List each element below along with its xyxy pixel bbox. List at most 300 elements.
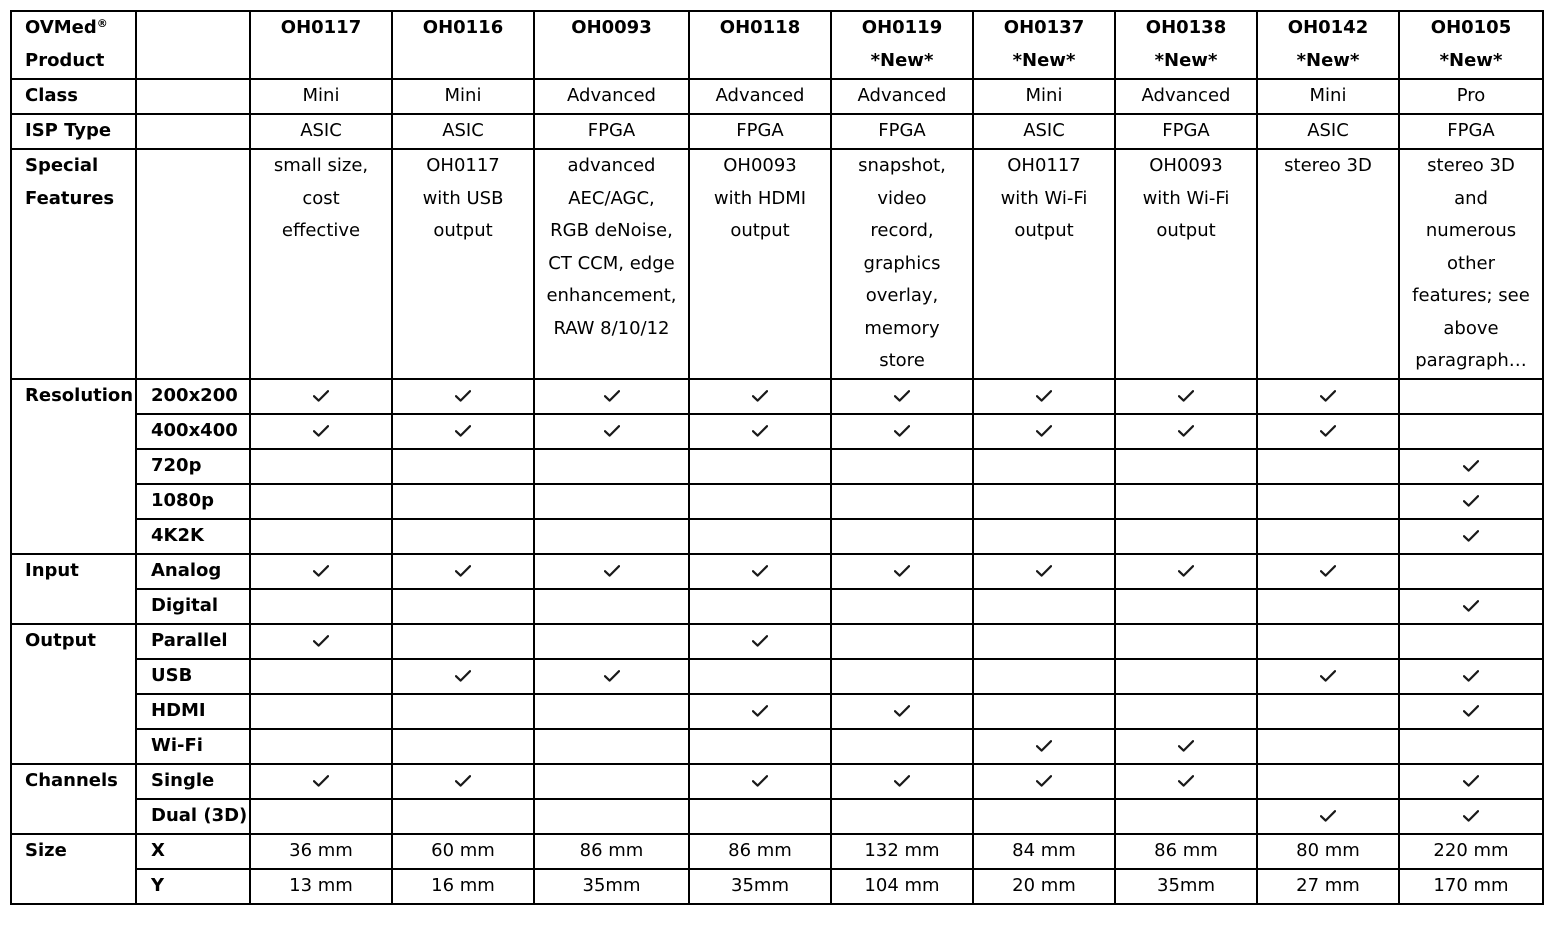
- size-row: [11, 869, 1543, 904]
- sub-label: Wi-Fi: [136, 729, 250, 764]
- feature-line: other: [1447, 252, 1495, 274]
- row-label: Class: [11, 79, 136, 114]
- check-cell: [689, 589, 831, 624]
- feature-line: CT CCM, edge: [548, 252, 675, 274]
- isp-type-value: FPGA: [1399, 114, 1543, 149]
- check-cell: [534, 484, 689, 519]
- spec-row: [11, 484, 1543, 519]
- feature-line: effective: [281, 220, 361, 241]
- checkmark-icon: [1463, 670, 1479, 682]
- feature-line: graphics: [863, 252, 941, 274]
- check-cell: [831, 694, 973, 729]
- feature-text: [832, 150, 972, 378]
- check-cell: [1399, 449, 1543, 484]
- spec-row: [11, 624, 1543, 659]
- check-cell: [973, 694, 1115, 729]
- feature-line: OH0093: [723, 155, 797, 176]
- group-label: Output: [11, 624, 136, 659]
- registered-mark: ®: [96, 17, 108, 30]
- check-cell: [392, 694, 534, 729]
- class-value: Advanced: [1115, 79, 1257, 114]
- size-row: [11, 834, 1543, 869]
- product-tag: *New*: [1439, 49, 1503, 71]
- sub-label: 200x200: [136, 379, 250, 414]
- feature-line: OH0117: [426, 155, 500, 176]
- spec-row: [11, 764, 1543, 799]
- check-cell: [1399, 414, 1543, 449]
- header-spacer: [136, 11, 250, 79]
- spec-row: [11, 554, 1543, 589]
- feature-value: [250, 149, 392, 379]
- feature-line: features; see: [1412, 285, 1530, 306]
- feature-line: stereo 3D: [1427, 155, 1515, 176]
- check-cell: [689, 414, 831, 449]
- size-value: 20 mm: [973, 869, 1115, 904]
- checkmark-icon: [752, 775, 768, 787]
- group-label: [11, 484, 136, 519]
- check-cell: [534, 799, 689, 834]
- sub-label: HDMI: [136, 694, 250, 729]
- feature-text: [1116, 150, 1256, 248]
- check-cell: [1257, 484, 1399, 519]
- check-cell: [392, 414, 534, 449]
- feature-line: video: [877, 187, 927, 209]
- check-cell: [1257, 729, 1399, 764]
- checkmark-icon: [1036, 775, 1052, 787]
- group-label: [11, 729, 136, 764]
- checkmark-icon: [1463, 810, 1479, 822]
- check-cell: [534, 589, 689, 624]
- check-cell: [1399, 379, 1543, 414]
- feature-value: [831, 149, 973, 379]
- check-cell: [973, 519, 1115, 554]
- checkmark-icon: [1036, 565, 1052, 577]
- checkmark-icon: [1463, 775, 1479, 787]
- sub-label: 720p: [136, 449, 250, 484]
- check-cell: [250, 694, 392, 729]
- product-code: OH0142: [1287, 17, 1369, 38]
- checkmark-icon: [894, 390, 910, 402]
- spec-row: [11, 729, 1543, 764]
- checkmark-icon: [1178, 565, 1194, 577]
- product-code: OH0138: [1145, 17, 1227, 38]
- isp-type-value: FPGA: [1115, 114, 1257, 149]
- check-cell: [392, 624, 534, 659]
- feature-line: record,: [870, 220, 934, 241]
- check-cell: [250, 799, 392, 834]
- special-features-row: [11, 149, 1543, 379]
- size-value: 35mm: [534, 869, 689, 904]
- check-cell: [831, 484, 973, 519]
- check-cell: [250, 729, 392, 764]
- check-cell: [250, 379, 392, 414]
- feature-line: AEC/AGC,: [568, 187, 655, 209]
- check-cell: [392, 554, 534, 589]
- checkmark-icon: [604, 390, 620, 402]
- sub-label: 1080p: [136, 484, 250, 519]
- checkmark-icon: [1463, 530, 1479, 542]
- check-cell: [831, 659, 973, 694]
- checkmark-icon: [313, 565, 329, 577]
- size-value: 80 mm: [1257, 834, 1399, 869]
- checkmark-icon: [1178, 740, 1194, 752]
- feature-line: advanced: [567, 155, 656, 176]
- checkmark-icon: [752, 635, 768, 647]
- check-cell: [392, 379, 534, 414]
- product-code: OH0105: [1430, 17, 1512, 38]
- check-cell: [534, 729, 689, 764]
- checkmark-icon: [604, 670, 620, 682]
- check-cell: [689, 624, 831, 659]
- feature-line: enhancement,: [546, 285, 677, 306]
- feature-line: numerous: [1425, 220, 1517, 241]
- check-cell: [1399, 589, 1543, 624]
- spec-row: [11, 379, 1543, 414]
- check-cell: [973, 799, 1115, 834]
- size-value: 27 mm: [1257, 869, 1399, 904]
- checkmark-icon: [1463, 460, 1479, 472]
- sub-label: Single: [136, 764, 250, 799]
- checkmark-icon: [313, 775, 329, 787]
- check-cell: [534, 449, 689, 484]
- check-cell: [973, 729, 1115, 764]
- feature-value: [392, 149, 534, 379]
- class-value: Mini: [250, 79, 392, 114]
- check-cell: [1399, 659, 1543, 694]
- checkmark-icon: [1178, 775, 1194, 787]
- check-cell: [1257, 764, 1399, 799]
- check-cell: [1257, 554, 1399, 589]
- class-value: Advanced: [689, 79, 831, 114]
- size-value: 104 mm: [831, 869, 973, 904]
- checkmark-icon: [1036, 390, 1052, 402]
- check-cell: [250, 449, 392, 484]
- size-value: 170 mm: [1399, 869, 1543, 904]
- check-cell: [1115, 449, 1257, 484]
- check-cell: [1257, 379, 1399, 414]
- check-cell: [392, 449, 534, 484]
- feature-value: [1399, 149, 1543, 379]
- sub-label: Dual (3D): [136, 799, 250, 834]
- check-cell: [1115, 729, 1257, 764]
- checkmark-icon: [894, 565, 910, 577]
- check-cell: [1257, 414, 1399, 449]
- check-cell: [689, 764, 831, 799]
- check-cell: [1257, 519, 1399, 554]
- check-cell: [689, 484, 831, 519]
- check-cell: [1115, 519, 1257, 554]
- product-comparison-table: [10, 10, 1544, 905]
- check-cell: [392, 589, 534, 624]
- spec-row: [11, 519, 1543, 554]
- header-row: [11, 11, 1543, 79]
- size-value: 132 mm: [831, 834, 973, 869]
- check-cell: [831, 729, 973, 764]
- check-cell: [831, 414, 973, 449]
- checkmark-icon: [1463, 705, 1479, 717]
- checkmark-icon: [455, 670, 471, 682]
- feature-line: small size,: [273, 155, 369, 176]
- product-tag: *New*: [870, 49, 934, 71]
- feature-line: RAW 8/10/12: [553, 317, 670, 339]
- class-value: Mini: [1257, 79, 1399, 114]
- check-cell: [973, 624, 1115, 659]
- feature-line: with HDMI: [713, 187, 807, 209]
- check-cell: [250, 764, 392, 799]
- row-label: ISP Type: [11, 114, 136, 149]
- feature-line: snapshot,: [858, 155, 946, 176]
- size-value: 84 mm: [973, 834, 1115, 869]
- checkmark-icon: [604, 565, 620, 577]
- class-value: Advanced: [534, 79, 689, 114]
- product-header-8: [1399, 11, 1543, 79]
- feature-line: output: [1156, 220, 1216, 241]
- product-header-1: [392, 11, 534, 79]
- feature-line: memory: [864, 317, 940, 339]
- check-cell: [1399, 694, 1543, 729]
- check-cell: [1115, 484, 1257, 519]
- check-cell: [1115, 379, 1257, 414]
- feature-value: [534, 149, 689, 379]
- table-body: [11, 11, 1543, 904]
- feature-line: output: [1014, 220, 1074, 241]
- group-label: Size: [11, 834, 136, 869]
- check-cell: [1399, 764, 1543, 799]
- feature-text: [535, 150, 688, 345]
- feature-line: cost: [302, 187, 340, 209]
- check-cell: [689, 694, 831, 729]
- class-value: Mini: [973, 79, 1115, 114]
- check-cell: [689, 379, 831, 414]
- check-cell: [1399, 624, 1543, 659]
- check-cell: [831, 379, 973, 414]
- check-cell: [831, 799, 973, 834]
- product-word: Product: [25, 49, 105, 71]
- check-cell: [250, 624, 392, 659]
- check-cell: [689, 449, 831, 484]
- feature-text: [1258, 150, 1398, 183]
- check-cell: [973, 484, 1115, 519]
- isp-type-value: FPGA: [689, 114, 831, 149]
- product-code: OH0137: [1003, 17, 1085, 38]
- check-cell: [831, 589, 973, 624]
- feature-line: and: [1454, 187, 1488, 209]
- check-cell: [973, 764, 1115, 799]
- group-label: [11, 694, 136, 729]
- sub-label: Digital: [136, 589, 250, 624]
- check-cell: [534, 379, 689, 414]
- isp-type-value: ASIC: [392, 114, 534, 149]
- group-label: [11, 659, 136, 694]
- check-cell: [534, 694, 689, 729]
- feature-text: [690, 150, 830, 248]
- check-cell: [250, 414, 392, 449]
- sub-label: Parallel: [136, 624, 250, 659]
- feature-line: OH0093: [1149, 155, 1223, 176]
- product-header-2: [534, 11, 689, 79]
- product-header-3: [689, 11, 831, 79]
- size-value: 35mm: [689, 869, 831, 904]
- check-cell: [831, 554, 973, 589]
- feature-line: overlay,: [865, 285, 939, 306]
- checkmark-icon: [1320, 670, 1336, 682]
- check-cell: [250, 484, 392, 519]
- check-cell: [1257, 449, 1399, 484]
- check-cell: [831, 624, 973, 659]
- check-cell: [689, 554, 831, 589]
- checkmark-icon: [1320, 390, 1336, 402]
- check-cell: [1115, 764, 1257, 799]
- check-cell: [1399, 729, 1543, 764]
- class-value: Pro: [1399, 79, 1543, 114]
- check-cell: [392, 729, 534, 764]
- check-cell: [392, 659, 534, 694]
- product-header-label: [11, 11, 136, 79]
- checkmark-icon: [313, 390, 329, 402]
- check-cell: [973, 659, 1115, 694]
- check-cell: [534, 624, 689, 659]
- class-value: Mini: [392, 79, 534, 114]
- isp-type-value: ASIC: [250, 114, 392, 149]
- checkmark-icon: [1320, 810, 1336, 822]
- product-header-4: [831, 11, 973, 79]
- check-cell: [534, 764, 689, 799]
- check-cell: [1257, 659, 1399, 694]
- check-cell: [973, 554, 1115, 589]
- sub-label: 400x400: [136, 414, 250, 449]
- checkmark-icon: [752, 425, 768, 437]
- group-label: [11, 449, 136, 484]
- check-cell: [250, 659, 392, 694]
- checkmark-icon: [455, 565, 471, 577]
- sub-label: X: [136, 834, 250, 869]
- group-label: Input: [11, 554, 136, 589]
- check-cell: [534, 659, 689, 694]
- feature-value: [973, 149, 1115, 379]
- product-tag: *New*: [1012, 49, 1076, 71]
- check-cell: [689, 799, 831, 834]
- checkmark-icon: [1320, 425, 1336, 437]
- check-cell: [1257, 799, 1399, 834]
- feature-line: output: [730, 220, 790, 241]
- check-cell: [392, 519, 534, 554]
- checkmark-icon: [752, 565, 768, 577]
- sub-label: USB: [136, 659, 250, 694]
- checkmark-icon: [313, 635, 329, 647]
- sub-label: Y: [136, 869, 250, 904]
- checkmark-icon: [1463, 600, 1479, 612]
- product-tag: *New*: [1296, 49, 1360, 71]
- check-cell: [1399, 519, 1543, 554]
- spec-row: [11, 449, 1543, 484]
- check-cell: [1399, 554, 1543, 589]
- isp-type-row: [11, 114, 1543, 149]
- product-code: OH0116: [422, 17, 504, 38]
- check-cell: [1115, 589, 1257, 624]
- check-cell: [973, 449, 1115, 484]
- check-cell: [392, 799, 534, 834]
- group-label: Resolution: [11, 379, 136, 414]
- feature-line: with USB: [422, 187, 504, 209]
- size-value: 16 mm: [392, 869, 534, 904]
- group-label: [11, 519, 136, 554]
- check-cell: [1115, 554, 1257, 589]
- check-cell: [1399, 799, 1543, 834]
- spec-row: [11, 589, 1543, 624]
- check-cell: [250, 589, 392, 624]
- product-code: OH0093: [571, 17, 652, 38]
- isp-type-value: ASIC: [1257, 114, 1399, 149]
- checkmark-icon: [894, 775, 910, 787]
- check-cell: [831, 764, 973, 799]
- feature-line: RGB deNoise,: [550, 220, 673, 241]
- check-cell: [1115, 414, 1257, 449]
- size-value: 86 mm: [689, 834, 831, 869]
- row-spacer: [136, 149, 250, 379]
- check-cell: [392, 484, 534, 519]
- group-label: [11, 869, 136, 904]
- checkmark-icon: [894, 425, 910, 437]
- class-value: Advanced: [831, 79, 973, 114]
- check-cell: [534, 554, 689, 589]
- checkmark-icon: [455, 390, 471, 402]
- size-value: 13 mm: [250, 869, 392, 904]
- check-cell: [689, 519, 831, 554]
- size-value: 220 mm: [1399, 834, 1543, 869]
- feature-line: paragraph…: [1415, 350, 1527, 371]
- isp-type-value: FPGA: [831, 114, 973, 149]
- sub-label: 4K2K: [136, 519, 250, 554]
- check-cell: [689, 659, 831, 694]
- checkmark-icon: [894, 705, 910, 717]
- group-label: [11, 589, 136, 624]
- check-cell: [1257, 694, 1399, 729]
- check-cell: [973, 589, 1115, 624]
- check-cell: [831, 449, 973, 484]
- check-cell: [973, 414, 1115, 449]
- size-value: 86 mm: [534, 834, 689, 869]
- size-value: 60 mm: [392, 834, 534, 869]
- check-cell: [1115, 624, 1257, 659]
- group-label: [11, 799, 136, 834]
- feature-line: above: [1443, 317, 1499, 339]
- checkmark-icon: [752, 705, 768, 717]
- product-header-7: [1257, 11, 1399, 79]
- row-spacer: [136, 79, 250, 114]
- checkmark-icon: [455, 775, 471, 787]
- checkmark-icon: [1036, 425, 1052, 437]
- check-cell: [1257, 589, 1399, 624]
- row-label: [11, 149, 136, 379]
- product-header-5: [973, 11, 1115, 79]
- size-value: 86 mm: [1115, 834, 1257, 869]
- checkmark-icon: [1178, 425, 1194, 437]
- checkmark-icon: [313, 425, 329, 437]
- check-cell: [392, 764, 534, 799]
- checkmark-icon: [1463, 495, 1479, 507]
- check-cell: [1399, 484, 1543, 519]
- product-code: OH0118: [719, 17, 801, 38]
- row-spacer: [136, 114, 250, 149]
- feature-value: [1115, 149, 1257, 379]
- product-code: OH0117: [280, 17, 362, 38]
- isp-type-value: FPGA: [534, 114, 689, 149]
- checkmark-icon: [1320, 565, 1336, 577]
- feature-value: [689, 149, 831, 379]
- brand-name: OVMed: [25, 17, 97, 38]
- check-cell: [534, 414, 689, 449]
- feature-text: [251, 150, 391, 248]
